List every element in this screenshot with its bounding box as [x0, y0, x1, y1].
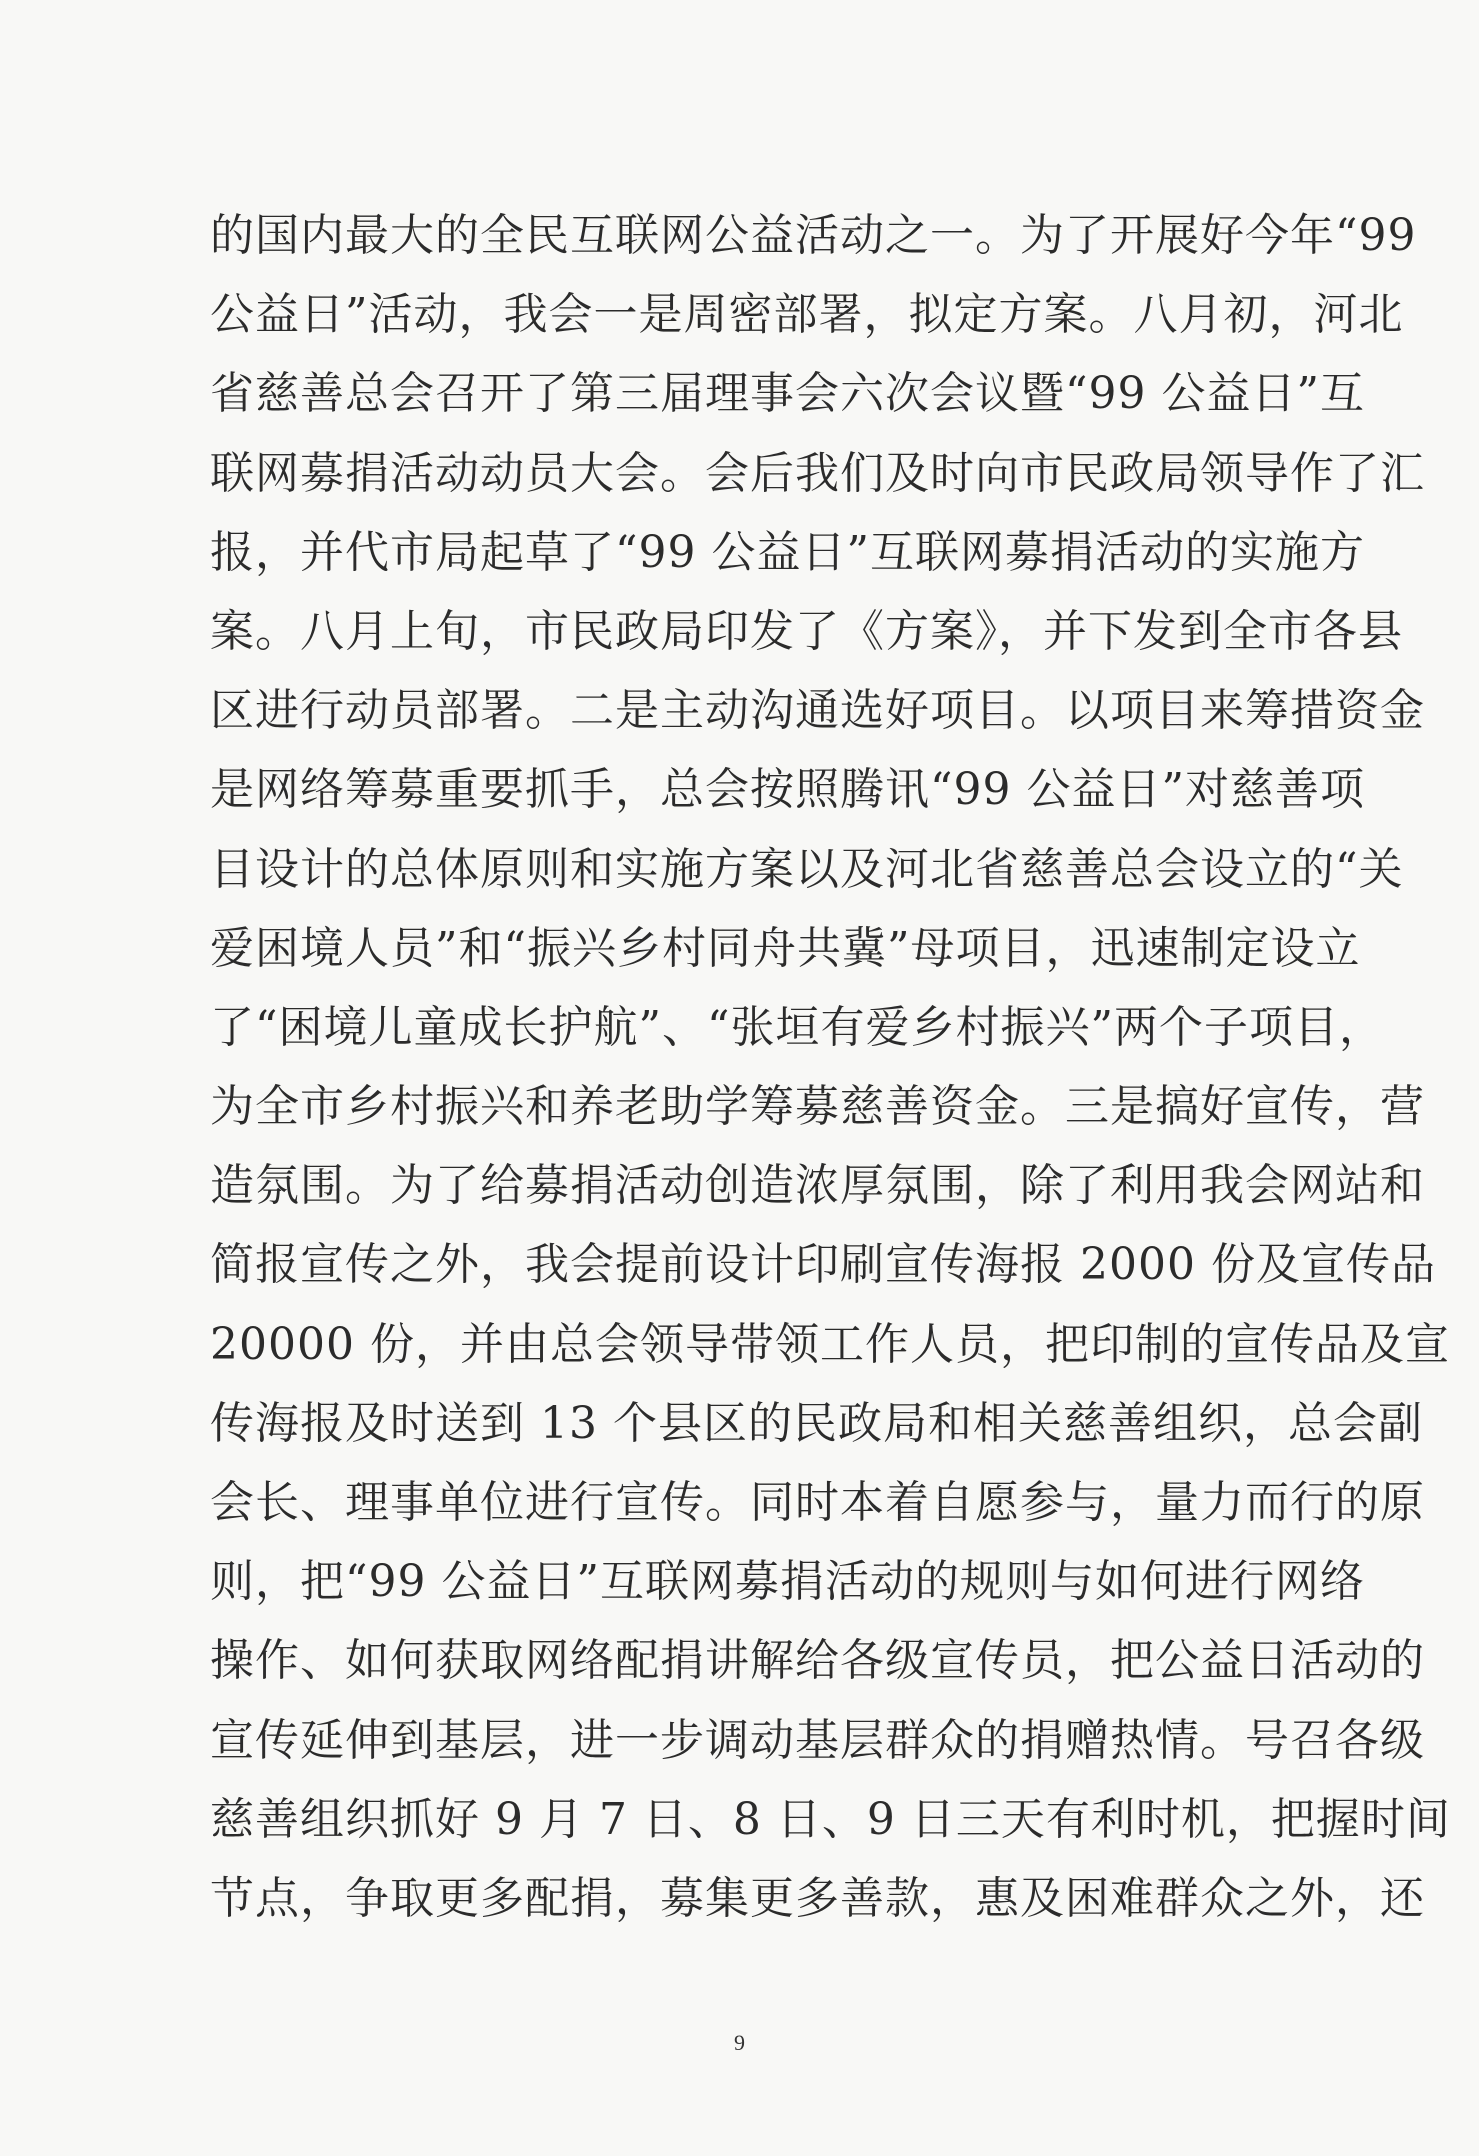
- text-line: 的国内最大的全民互联网公益活动之一。为了开展好今年“99: [210, 210, 1417, 261]
- text-line: 为全市乡村振兴和养老助学筹募慈善资金。三是搞好宣传，营: [210, 1081, 1425, 1133]
- text-line: 爱困境人员”和“振兴乡村同舟共冀”母项目，迅速制定设立: [210, 922, 1361, 974]
- page-number: 9: [734, 2030, 745, 2055]
- text-line: 操作、如何获取网络配捐讲解给各级宣传员，把公益日活动的: [210, 1635, 1425, 1687]
- text-line: 会长、理事单位进行宣传。同时本着自愿参与，量力而行的原: [210, 1477, 1425, 1528]
- text-line: 联网募捐活动动员大会。会后我们及时向市民政局领导作了汇: [210, 447, 1425, 499]
- text-line: 慈善组织抓好 9 月 7 日、8 日、9 日三天有利时机，把握时间: [210, 1793, 1451, 1845]
- text-line: 节点，争取更多配捐，募集更多善款，惠及困难群众之外，还: [210, 1872, 1425, 1924]
- text-line: 案。八月上旬，市民政局印发了《方案》，并下发到全市各县: [210, 605, 1403, 657]
- text-line: 传海报及时送到 13 个县区的民政局和相关慈善组织，总会副: [210, 1397, 1423, 1449]
- text-line: 20000 份，并由总会领导带领工作人员，把印制的宣传品及宣: [210, 1318, 1450, 1370]
- text-line: 报，并代市局起草了“99 公益日”互联网募捐活动的实施方: [210, 526, 1365, 578]
- body-text: [210, 196, 1451, 1938]
- text-line: 则，把“99 公益日”互联网募捐活动的规则与如何进行网络: [210, 1556, 1365, 1608]
- text-line: 宣传延伸到基层，进一步调动基层群众的捐赠热情。号召各级: [210, 1714, 1425, 1766]
- text-line: 省慈善总会召开了第三届理事会六次会议暨“99 公益日”互: [210, 368, 1365, 420]
- text-line: 了“困境儿童成长护航”、“张垣有爱乡村振兴”两个子项目，: [210, 1001, 1384, 1053]
- text-line: 简报宣传之外，我会提前设计印刷宣传海报 2000 份及宣传品: [210, 1239, 1436, 1291]
- text-line: 是网络筹募重要抓手，总会按照腾讯“99 公益日”对慈善项: [210, 764, 1365, 816]
- text-line: 造氛围。为了给募捐活动创造浓厚氛围，除了利用我会网站和: [210, 1160, 1425, 1212]
- text-line: 目设计的总体原则和实施方案以及河北省慈善总会设立的“关: [210, 843, 1404, 895]
- text-line: 公益日”活动，我会一是周密部署，拟定方案。八月初，河北: [210, 289, 1404, 341]
- text-line: 区进行动员部署。二是主动沟通选好项目。以项目来筹措资金: [210, 685, 1425, 737]
